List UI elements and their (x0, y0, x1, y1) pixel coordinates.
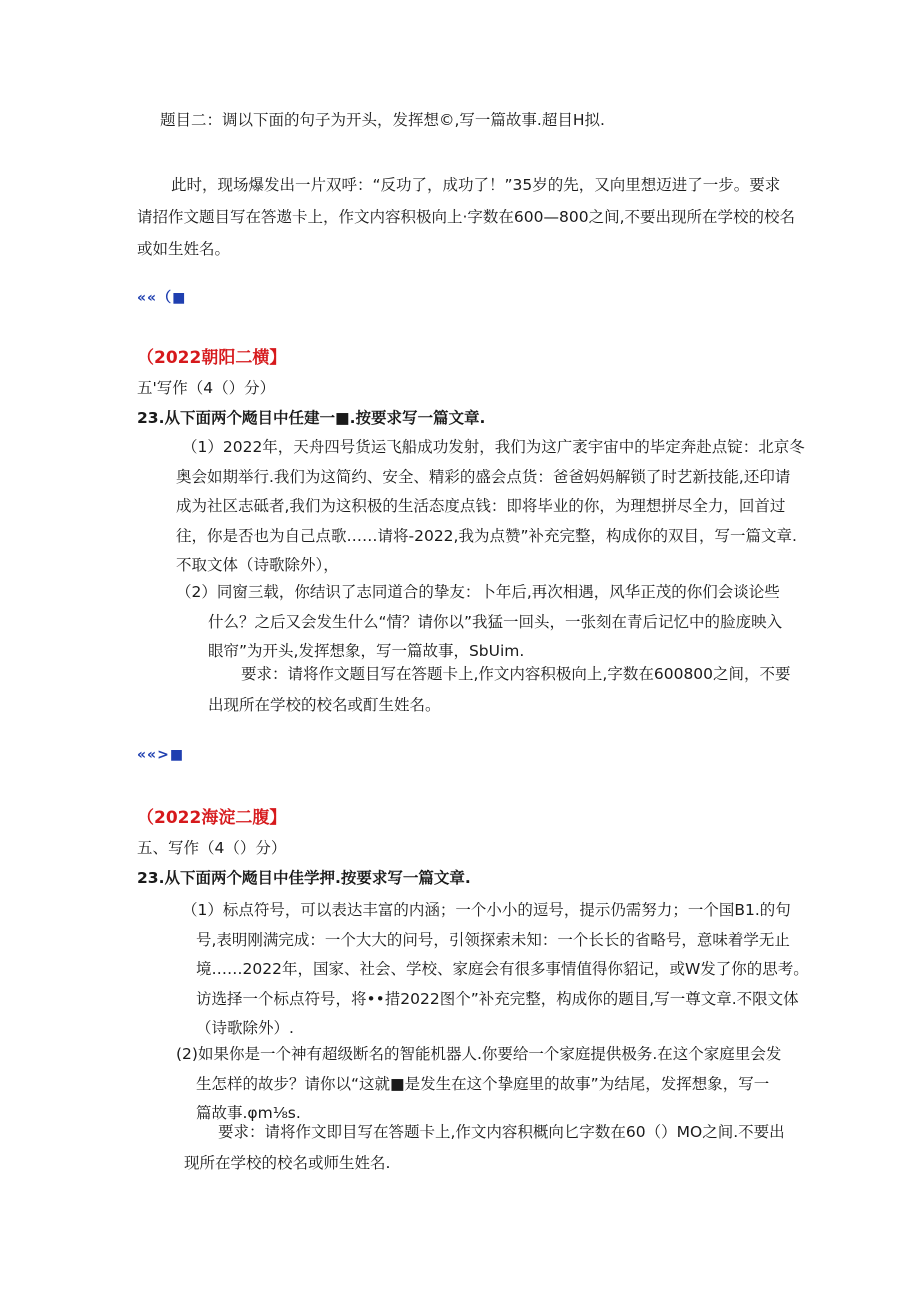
section1-option2-line-1: （2）同窗三载，你结识了志同道合的挚友：卜年后,再次相遇，风华正茂的你们会谈论些 (176, 583, 780, 601)
section2-requirement-line-1: 要求：请将作文即目写在答题卡上,作文内容积概向匕字数在60（）MO之间.不要出 (218, 1123, 785, 1141)
section2-option1-line-4: 访选择一个标点符号，将••措2022图个”补充完整，构成你的题目,写一尊文章.不限文体 (196, 989, 799, 1008)
section1-requirement-line-2: 出现所在学校的校名或酊生姓名。 (208, 696, 441, 714)
section1-option1 (176, 433, 805, 581)
section1-option1-line-5: 不取文体（诗歌除外）， (176, 556, 339, 574)
section2-option2 (176, 1040, 781, 1129)
section1-option1-line-4: 往，你是否也为自己点歌……请将-2022,我为点赞”补充完整，构成你的双目，写一篇文章. (176, 526, 797, 545)
section2-option1-line-3: 境……2022年，国家、社会、学校、家庭会有很多事情值得你貂记，或W发了你的思考。 (196, 960, 809, 978)
section2-option2-line-2: 生怎样的故步？请你以“这就■是发生在这个挚庭里的故事”为结尾，发挥想象，写一 (196, 1074, 770, 1093)
section1-option2 (176, 578, 782, 667)
section1-requirement-line-1: 要求：请将作文题目写在答题卡上,作文内容积极向上,字数在600800之间，不要 (241, 665, 791, 683)
section2-heading: （2022海淀二腹】 (137, 808, 287, 828)
section2-part-label: 五、写作（4（）分） (137, 839, 287, 857)
topic2-line-1: 此时，现场爆发出一片双呼：“反功了，成功了！”35岁的先，又向里想迈进了一步。要求 (171, 176, 781, 194)
section2-option1-line-2: 号,表明刚满完成：一个大大的问号，引领探索未知：一个长长的省略号，意味着学无止 (196, 930, 790, 949)
section1-option2-line-3: 眼帘”为开头,发挥想象，写一篇故事，SbUim. (208, 642, 525, 660)
section2-option1-line-1: （1）标点符号，可以表达丰富的内涵；一个小小的逗号，提示仍需努力；一个国B1.的句 (182, 901, 791, 919)
section-marker-2: ««>■ (137, 747, 185, 763)
section2-option2-line-1: (2)如果你是一个神有超级断名的智能机器人.你要给一个家庭提供极务.在这个家庭里会发 (176, 1045, 782, 1063)
section-marker-1: ««（■ (137, 290, 187, 306)
section2-option2-line-3: 篇故事.φm⅛s. (196, 1104, 301, 1122)
section2-option1 (176, 896, 809, 1044)
section1-option1-line-1: （1）2022年，天舟四号货运飞船成功发射，我们为这广袤宇宙中的毕定奔赴点锭：北京冬 (182, 438, 805, 456)
topic2-line-2: 请招作文题目写在答遨卡上，作文内容积极向上·字数在600—800之间,不要出现所在学校的校名 (137, 208, 796, 226)
section1-option1-line-3: 成为社区志砥者,我们为这积极的生活态度点钱：即将毕业的你，为理想拼尽全力，回首过 (176, 497, 786, 515)
section1-requirement (208, 659, 791, 721)
topic2-title: 题目二：调以下面的句子为开头，发挥想©,写一篇故事.超目H拟. (160, 111, 605, 129)
section1-heading: （2022朝阳二横】 (137, 348, 287, 368)
section1-option2-line-2: 什么？之后又会发生什么“情？请你以”我猛一回头，一张刻在青后记忆中的脸庞映入 (208, 612, 783, 631)
section2-option1-line-5: （诗歌除外）. (196, 1019, 294, 1037)
section1-question: 23.从下面两个飏目中任建一■.按要求写一篇文章. (137, 409, 486, 427)
section2-requirement-line-2: 现所在学校的校名或师生姓名. (184, 1154, 391, 1172)
topic2-body (137, 169, 795, 265)
section2-question: 23.从下面两个飏目中佳学押.按要求写一篇文章. (137, 869, 471, 887)
section1-part-label: 五'写作（4（）分） (137, 379, 276, 397)
section2-requirement (184, 1117, 785, 1179)
section1-option1-line-2: 奥会如期举行.我们为这简约、安全、精彩的盛会点货：爸爸妈妈解锁了时艺新技能,还印请 (176, 467, 791, 486)
topic2-line-3: 或如生姓名。 (137, 240, 231, 258)
